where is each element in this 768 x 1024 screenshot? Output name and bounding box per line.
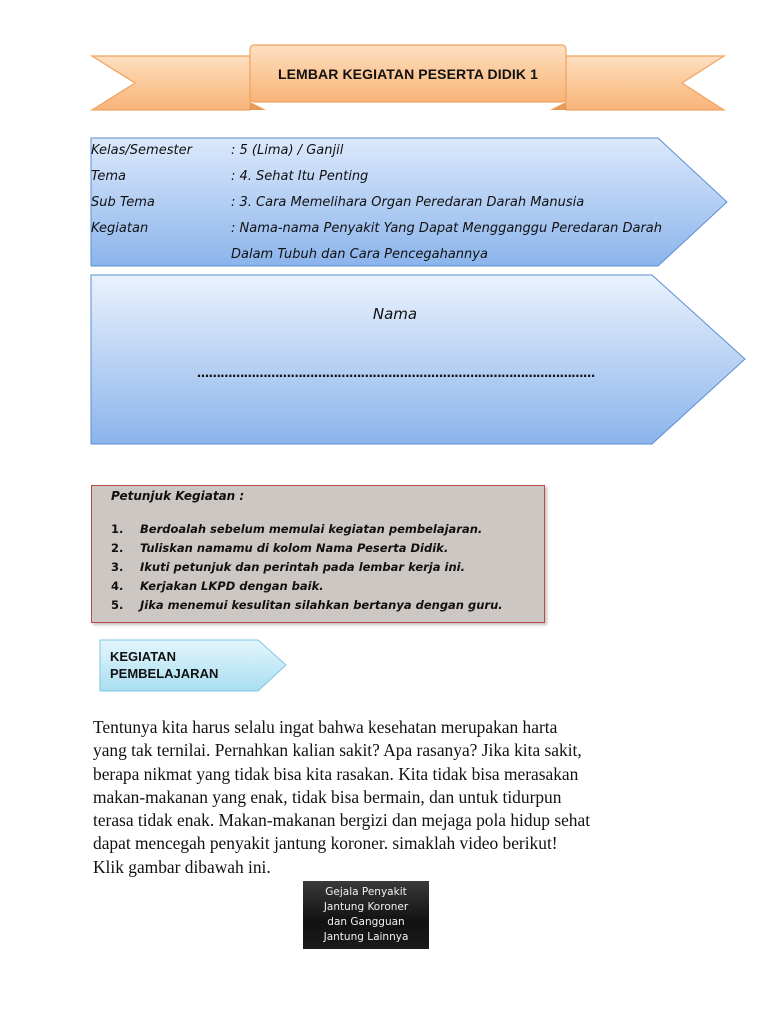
worksheet-title: LEMBAR KEGIATAN PESERTA DIDIK 1 [277, 66, 539, 82]
item-text: Tuliskan namamu di kolom Nama Peserta Didik. [140, 541, 449, 555]
video-title-line: Jantung Lainnya [323, 931, 409, 943]
class-info [91, 138, 691, 268]
list-item [111, 520, 503, 539]
intro-paragraph [93, 716, 693, 879]
item-number: 5. [111, 598, 124, 612]
paragraph-line: yang tak ternilai. Pernahkan kalian sakit? Apa rasanya? Jika kita sakit, [93, 740, 582, 761]
video-thumbnail[interactable] [303, 881, 429, 949]
info-row-class [91, 138, 691, 164]
video-title-line: Jantung Koroner [323, 901, 409, 913]
paragraph-line: Tentunya kita harus selalu ingat bahwa kesehatan merupakan harta [93, 717, 558, 737]
paragraph-line: terasa tidak enak. Makan-makanan bergizi dan mejaga pola hidup sehat [93, 810, 591, 831]
video-title-line: dan Gangguan [327, 916, 405, 928]
activity-heading [110, 648, 260, 682]
activity-heading-line: PEMBELAJARAN [110, 666, 219, 681]
info-activity-continuation: Dalam Tubuh dan Cara Pencegahannya [231, 247, 488, 262]
activity-heading-line: KEGIATAN [110, 649, 176, 664]
list-item [111, 539, 503, 558]
paragraph-line: makan-makanan yang enak, tidak bisa bermain, dan untuk tidurpun [93, 786, 562, 807]
name-label: Nama [372, 305, 418, 323]
info-value: : 5 (Lima) / Ganjil [231, 143, 344, 158]
info-value: : 3. Cara Memelihara Organ Peredaran Darah Manusia [231, 195, 585, 210]
paragraph-line: Klik gambar dibawah ini. [93, 856, 271, 877]
info-row-subtheme [91, 190, 691, 216]
name-arrow-shape [0, 272, 768, 452]
item-number: 1. [111, 522, 124, 536]
video-title-line: Gejala Penyakit [325, 886, 407, 898]
info-label: Kelas/Semester [91, 143, 192, 158]
info-row-theme [91, 164, 691, 190]
info-row-activity [91, 216, 691, 242]
item-text: Kerjakan LKPD dengan baik. [140, 579, 324, 593]
list-item [111, 558, 503, 577]
paragraph-line: berapa nikmat yang tidak bisa kita rasakan. Kita tidak bisa merasakan [93, 763, 579, 784]
info-value: : Nama-nama Penyakit Yang Dapat Mengganggu Peredaran Darah [231, 221, 663, 236]
instructions-list [111, 520, 503, 615]
name-input-line[interactable]: ………………………………………………………………………………………… [197, 366, 595, 380]
instructions-box [91, 485, 545, 623]
info-label: Tema [91, 169, 126, 184]
paragraph-line: dapat mencegah penyakit jantung koroner. simaklah video berikut! [93, 833, 558, 854]
info-label: Sub Tema [91, 195, 155, 210]
list-item [111, 596, 503, 615]
instructions-title: Petunjuk Kegiatan : [111, 489, 245, 503]
item-number: 3. [111, 560, 124, 574]
item-text: Ikuti petunjuk dan perintah pada lembar kerja ini. [140, 560, 465, 574]
item-number: 4. [111, 579, 124, 593]
info-label: Kegiatan [91, 221, 149, 236]
item-text: Jika menemui kesulitan silahkan bertanya dengan guru. [140, 598, 503, 612]
item-text: Berdoalah sebelum memulai kegiatan pembelajaran. [140, 522, 483, 536]
info-value: : 4. Sehat Itu Penting [231, 169, 369, 184]
list-item [111, 577, 503, 596]
item-number: 2. [111, 541, 124, 555]
